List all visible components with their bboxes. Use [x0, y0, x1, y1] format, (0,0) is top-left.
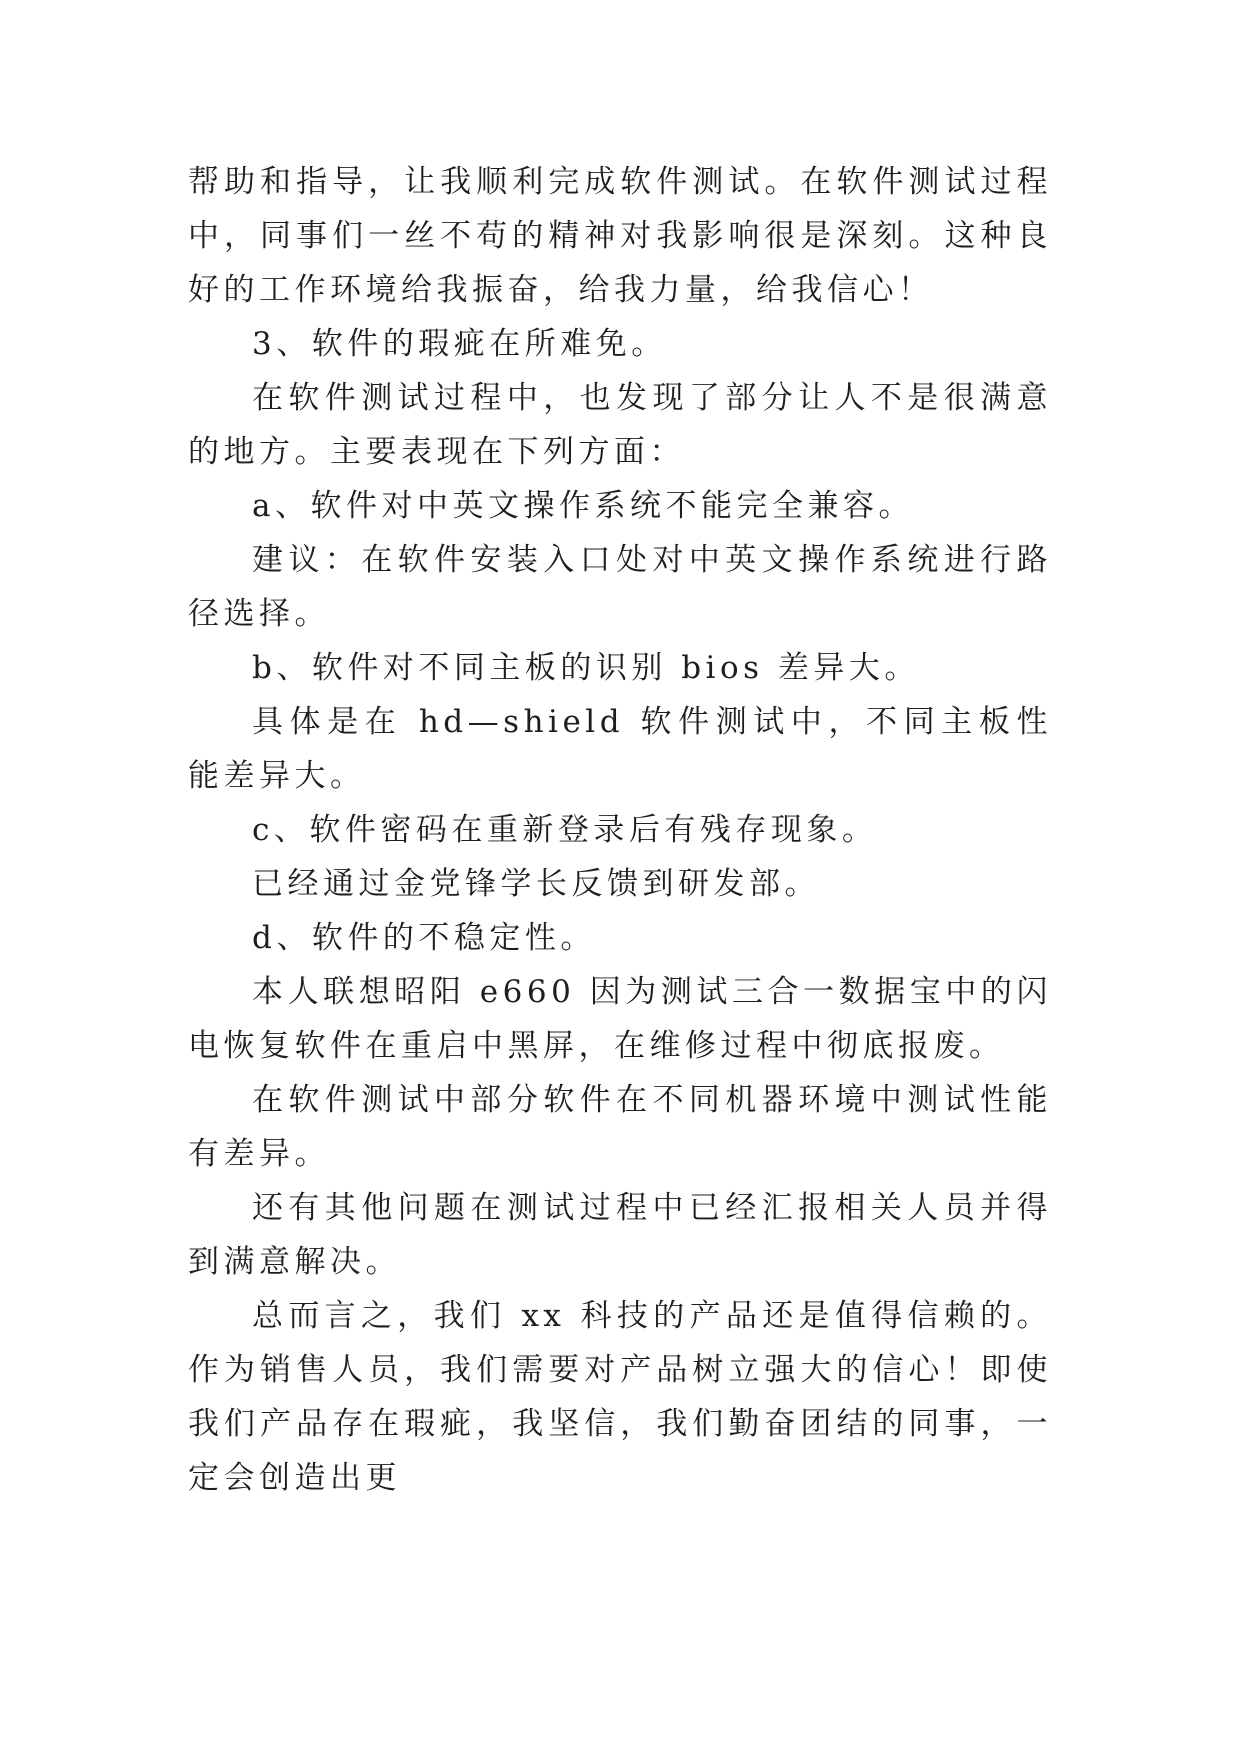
issue-d: d、软件的不稳定性。	[252, 920, 596, 956]
issue-b-detail: 具体是在 hd—shield 软件测试中，不同主板性能差异大。	[188, 704, 1052, 794]
document-page	[188, 155, 1052, 1505]
paragraph-issues-intro: 在软件测试过程中，也发现了部分让人不是很满意的地方。主要表现在下列方面：	[188, 380, 1052, 470]
issue-c: c、软件密码在重新登录后有残存现象。	[252, 812, 878, 848]
paragraph-conclusion: 总而言之，我们 xx 科技的产品还是值得信赖的。作为销售人员，我们需要对产品树立强大的信心！即使我们产品存在瑕疵，我坚信，我们勤奋团结的同事，一定会创造出更	[188, 1298, 1052, 1496]
issue-a: a、软件对中英文操作系统不能完全兼容。	[252, 488, 914, 524]
issue-d-detail: 本人联想昭阳 e660 因为测试三合一数据宝中的闪电恢复软件在重启中黑屏，在维修过程中彻底报废。	[188, 974, 1052, 1064]
issue-a-suggestion: 建议：在软件安装入口处对中英文操作系统进行路径选择。	[188, 542, 1052, 632]
section-heading-3: 3、软件的瑕疵在所难免。	[252, 326, 667, 362]
paragraph-intro-continuation: 帮助和指导，让我顺利完成软件测试。在软件测试过程中，同事们一丝不苟的精神对我影响很是深刻。这种良好的工作环境给我振奋，给我力量，给我信心！	[188, 164, 1052, 308]
paragraph-performance-difference: 在软件测试中部分软件在不同机器环境中测试性能有差异。	[188, 1082, 1052, 1172]
paragraph-other-issues: 还有其他问题在测试过程中已经汇报相关人员并得到满意解决。	[188, 1190, 1052, 1280]
issue-c-detail: 已经通过金党锋学长反馈到研发部。	[252, 866, 820, 902]
issue-b: b、软件对不同主板的识别 bios 差异大。	[252, 650, 920, 686]
